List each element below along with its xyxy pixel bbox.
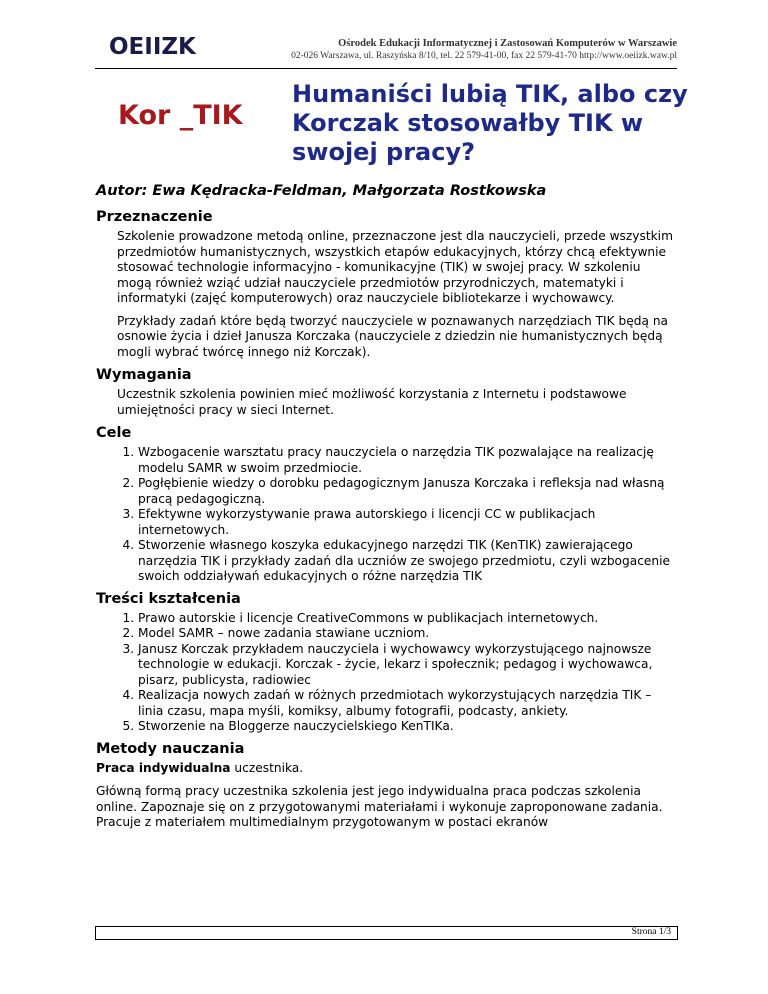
oeiizk-logo bbox=[109, 33, 209, 59]
list-item: 4. Stworzenie własnego koszyka edukacyjnego narzędzi TIK (KenTIK) zawierającego narzędzia TIK i przykłady zadań dla uczniów ze swojego przedmiotu, czyli wzbogacenie swoich oddziaływań edukacyjnych o różne narzędzia TIK bbox=[138, 538, 676, 585]
list-item: 5. Stworzenie na Bloggerze nauczycielskiego KenTIKa. bbox=[138, 719, 676, 735]
list-item: 4. Realizacja nowych zadań w różnych przedmiotach wykorzystujących narzędzia TIK – linia czasu, mapa myśli, komiksy, albumy fotografii, podcasty, ankiety. bbox=[138, 688, 676, 719]
header-text bbox=[291, 37, 677, 63]
list-item: 1. Wzbogacenie warsztatu pracy nauczyciela o narzędzia TIK pozwalające na realizację modelu SAMR w swoim przedmiocie. bbox=[138, 445, 676, 476]
section-heading-tresci: Treści kształcenia bbox=[96, 590, 241, 607]
course-code: Kor _TIK bbox=[118, 100, 243, 131]
metody-subheading-rest: uczestnika. bbox=[230, 760, 304, 775]
course-title: Humaniści lubią TIK, albo czy Korczak stosowałby TIK w swojej pracy? bbox=[292, 80, 688, 166]
document-content bbox=[96, 183, 676, 839]
wymagania-paragraph: Uczestnik szkolenia powinien mieć możliwość korzystania z Internetu i podstawowe umiejętności pracy w sieci Internet. bbox=[117, 387, 627, 417]
przeznaczenie-paragraph-2: Przykłady zadań które będą tworzyć nauczyciele w poznawanych narzędziach TIK będą na osnowie życia i dzieł Janusza Korczaka (nauczyciele z dziedzin nie humanistycznych będą mogli wybrać twórcę innego niż Korczak). bbox=[117, 313, 669, 359]
przeznaczenie-paragraph-1: Szkolenie prowadzone metodą online, przeznaczone jest dla nauczycieli, przede wszystkim przedmiotów humanistycznych, wszystkich etapów edukacyjnych, którzy chcą efektywnie stosować technologie informacyjno - komunikacyjne (TIK) w swojej pracy. W szkoleniu mogą również wziąć udział nauczyciele przedmiotów przyrodniczych, matematyki i informatyki (zajęć komputerowych) oraz nauczyciele bibliotekarze i wychowawcy. bbox=[117, 229, 673, 305]
section-heading-przeznaczenie: Przeznaczenie bbox=[96, 209, 213, 225]
metody-subheading-bold: Praca indywidualna bbox=[96, 760, 231, 775]
org-name: Ośrodek Edukacji Informatycznej i Zastosowań Komputerów w Warszawie bbox=[338, 38, 677, 49]
authors-label: Autor: bbox=[96, 183, 148, 199]
page-header bbox=[95, 28, 677, 69]
section-heading-metody: Metody nauczania bbox=[96, 740, 245, 757]
page-number: Strona 1/3 bbox=[631, 927, 671, 937]
list-item: 3. Efektywne wykorzystywanie prawa autorskiego i licencji CC w publikacjach internetowych. bbox=[138, 507, 676, 538]
metody-paragraph: Główną formą pracy uczestnika szkolenia jest jego indywidualna praca podczas szkolenia online. Zapoznaje się on z przygotowanymi materiałami i wykonuje zaproponowane zadania. Pracuje z materiałem multimedialnym przygotowanym w postaci ekranów bbox=[96, 784, 663, 829]
logo-text: OEIIZK bbox=[109, 34, 196, 59]
cele-list bbox=[117, 445, 676, 585]
section-heading-cele: Cele bbox=[96, 425, 132, 441]
authors-line bbox=[96, 183, 676, 199]
list-item: 1. Prawo autorskie i licencje CreativeCommons w publikacjach internetowych. bbox=[138, 611, 676, 627]
section-heading-wymagania: Wymagania bbox=[96, 367, 192, 383]
tresci-list bbox=[117, 611, 676, 735]
list-item: 2. Pogłębienie wiedzy o dorobku pedagogicznym Janusza Korczaka i refleksja nad własną pracą pedagogiczną. bbox=[138, 476, 676, 507]
org-address: 02-026 Warszawa, ul. Raszyńska 8/10, tel. 22 579-41-00, fax 22 579-41-70 http://www.oeiizk.waw.pl bbox=[291, 51, 677, 61]
page-footer bbox=[95, 926, 678, 940]
authors-names: Ewa Kędracka-Feldman, Małgorzata Rostkowska bbox=[152, 183, 547, 199]
metody-subheading bbox=[96, 761, 676, 777]
list-item: 2. Model SAMR – nowe zadania stawiane uczniom. bbox=[138, 626, 676, 642]
list-item: 3. Janusz Korczak przykładem nauczyciela i wychowawcy wykorzystującego najnowsze technologie w edukacji. Korczak - życie, lekarz i społecznik; pedagog i wychowawca, pisarz, publicysta, radiowiec bbox=[138, 642, 676, 689]
